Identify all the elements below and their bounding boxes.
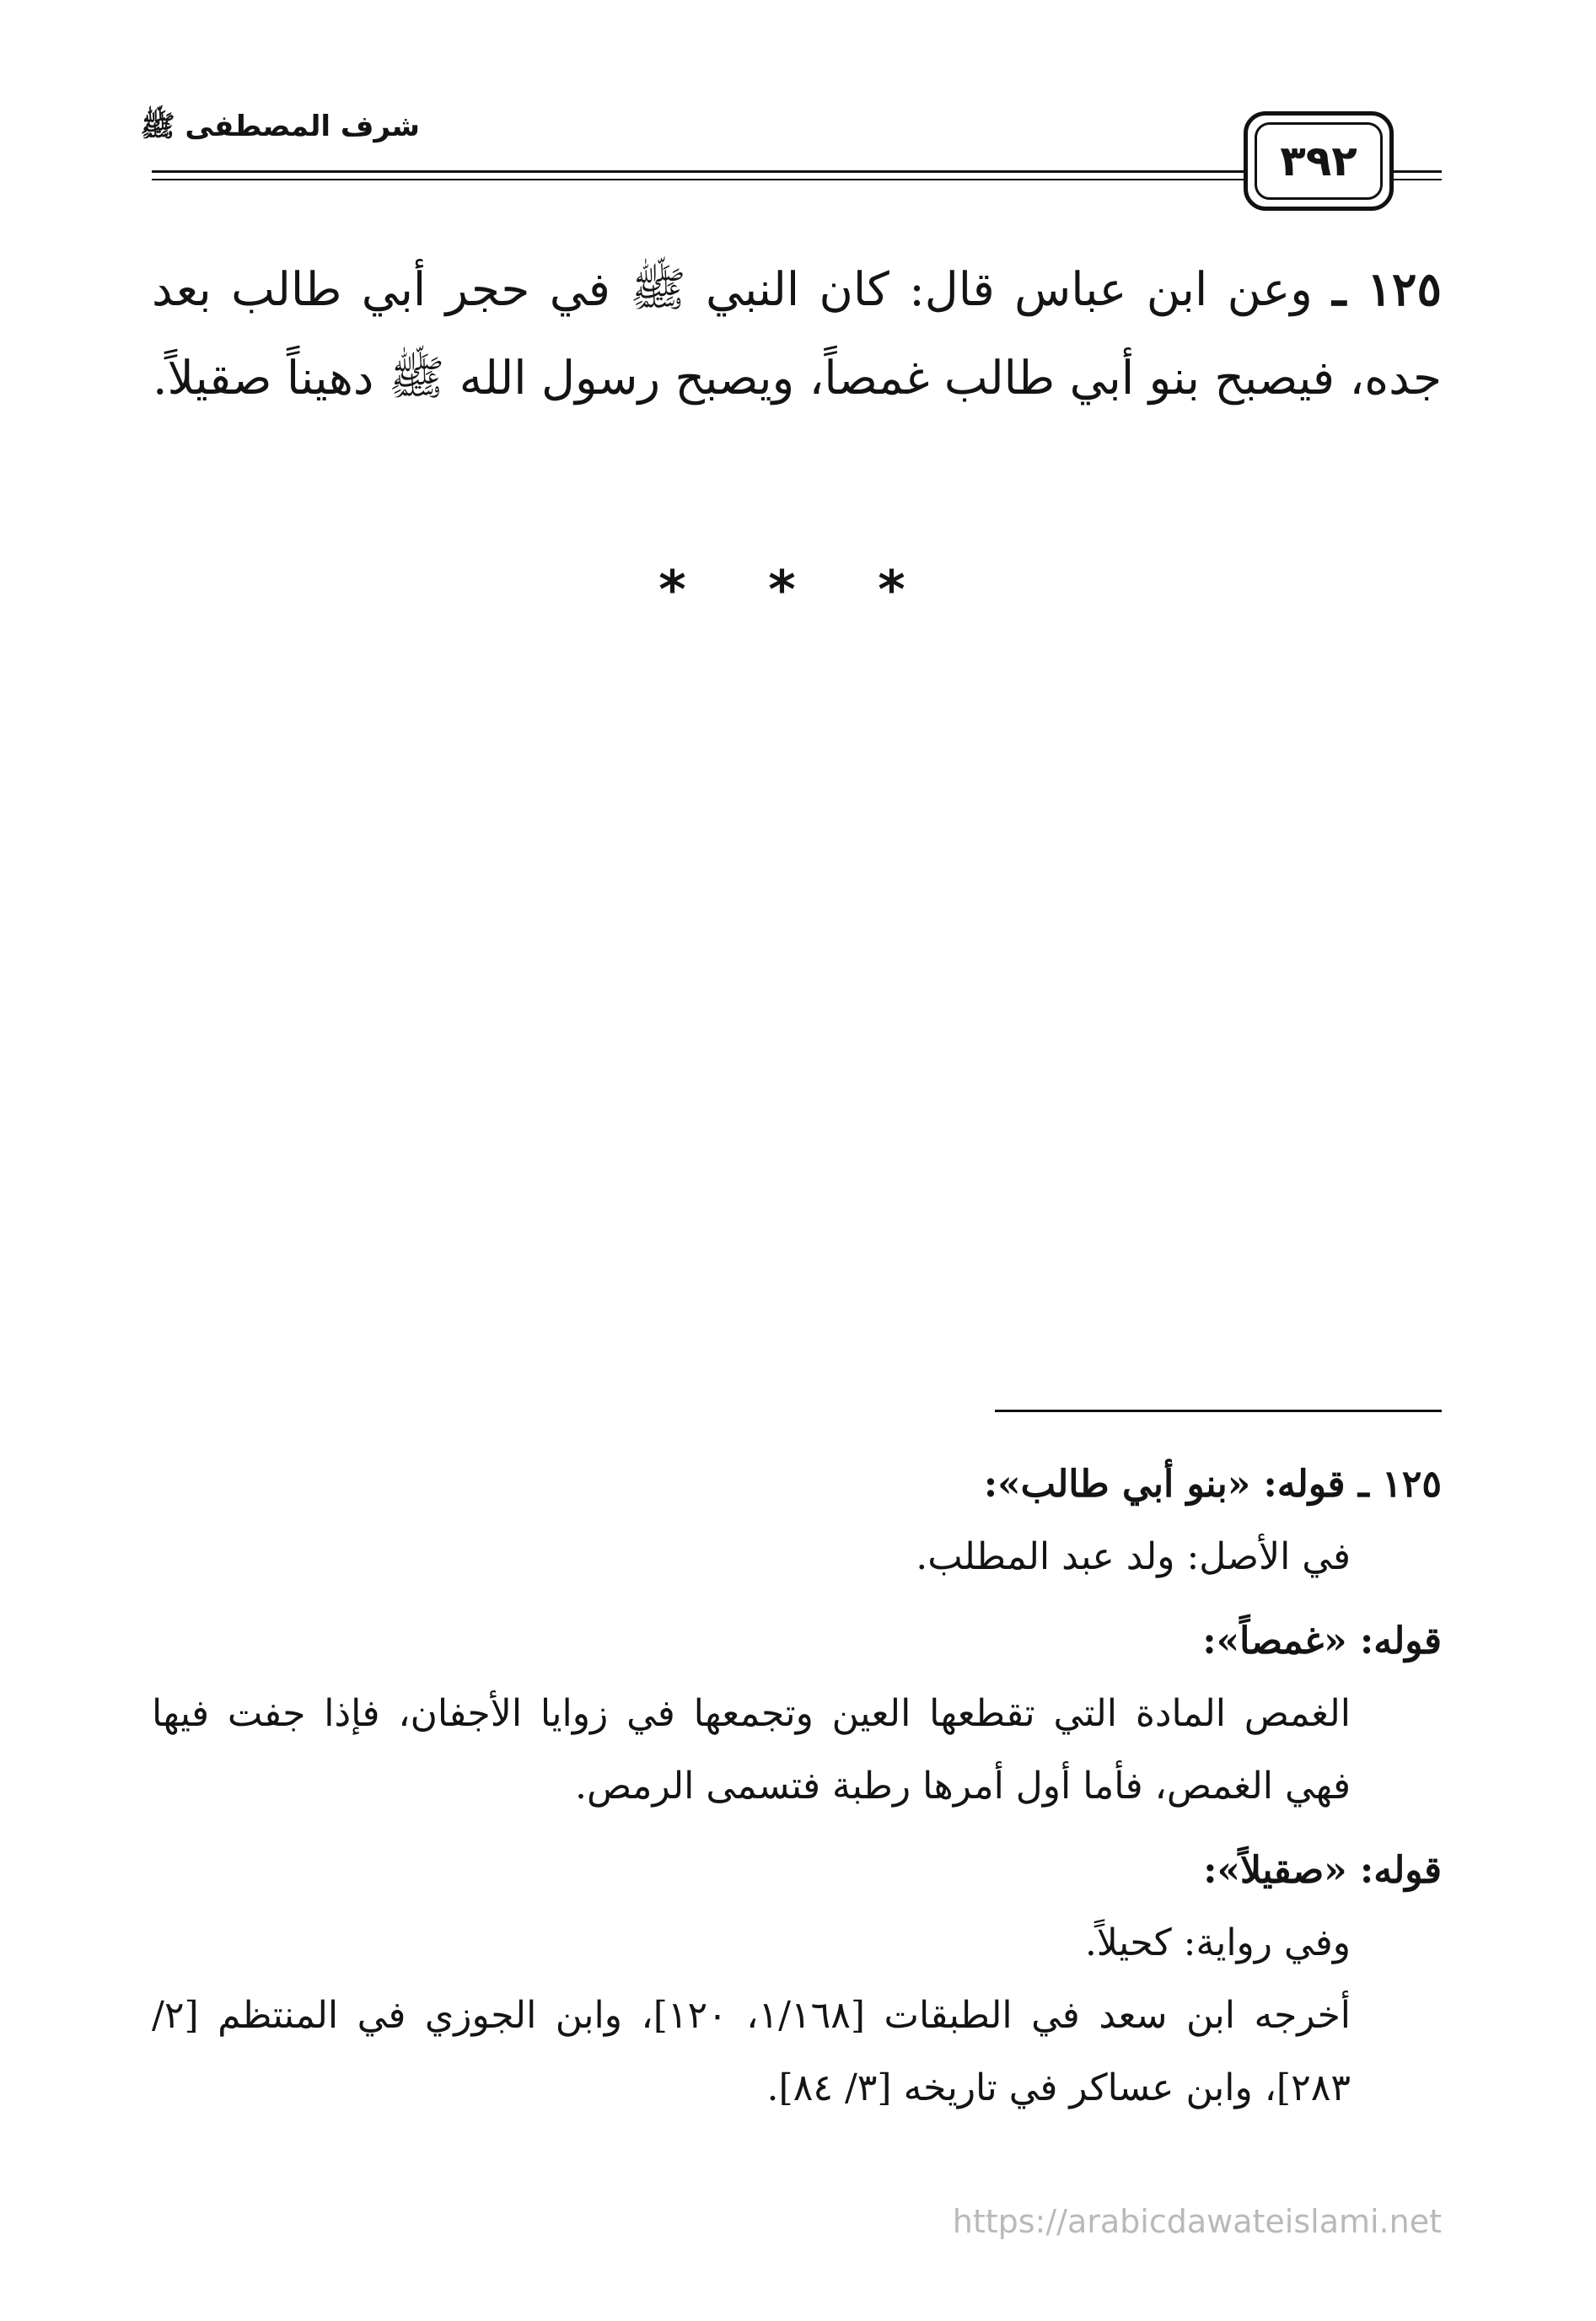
- page-number-frame: [1244, 111, 1394, 211]
- page-number: ٣٩٢: [1255, 122, 1383, 200]
- watermark-url: https://arabicdawateislami.net: [952, 2203, 1442, 2240]
- footnote-ghamas-text: الغمص المادة التي تقطعها العين وتجمعها في زوايا الأجفان، فإذا جفت فيها فهي الغمص، فأما أول أمرها رطبة فتسمى الرمص.: [152, 1692, 1351, 1808]
- section-separator: * * *: [658, 559, 938, 621]
- footnote-125-heading: ١٢٥ ـ قوله: «بنو أبي طالب»:: [983, 1463, 1442, 1506]
- hadith-body: وعن ابن عباس قال: كان النبي ﷺ في حجر أبي طالب بعد جده، فيصبح بنو أبي طالب غمصاً، ويصبح رسول الله ﷺ دهيناً صقيلاً.: [152, 262, 1442, 405]
- footnote-saqeel-sources: أخرجه ابن سعد في الطبقات [١/١٦٨، ١٢٠]، وابن الجوزي في المنتظم [٢/ ٢٨٣]، وابن عساكر في تاريخه [٣/ ٨٤].: [152, 1994, 1351, 2109]
- running-title: شرف المصطفى ﷺ: [140, 110, 420, 143]
- footnote-ghamas-heading: قوله: «غمصاً»:: [1202, 1620, 1442, 1663]
- hadith-number: ١٢٥ ـ: [1332, 261, 1443, 316]
- hadith-text: [152, 244, 1442, 422]
- footnotes: [152, 1448, 1442, 2125]
- footnote-rule: [995, 1410, 1442, 1412]
- footnote-saqeel-heading: قوله: «صقيلاً»:: [1203, 1849, 1442, 1892]
- footnote-125-text: في الأصل: ولد عبد المطلب.: [916, 1535, 1351, 1578]
- footnote-saqeel-variant: وفي رواية: كحيلاً.: [1084, 1921, 1351, 1964]
